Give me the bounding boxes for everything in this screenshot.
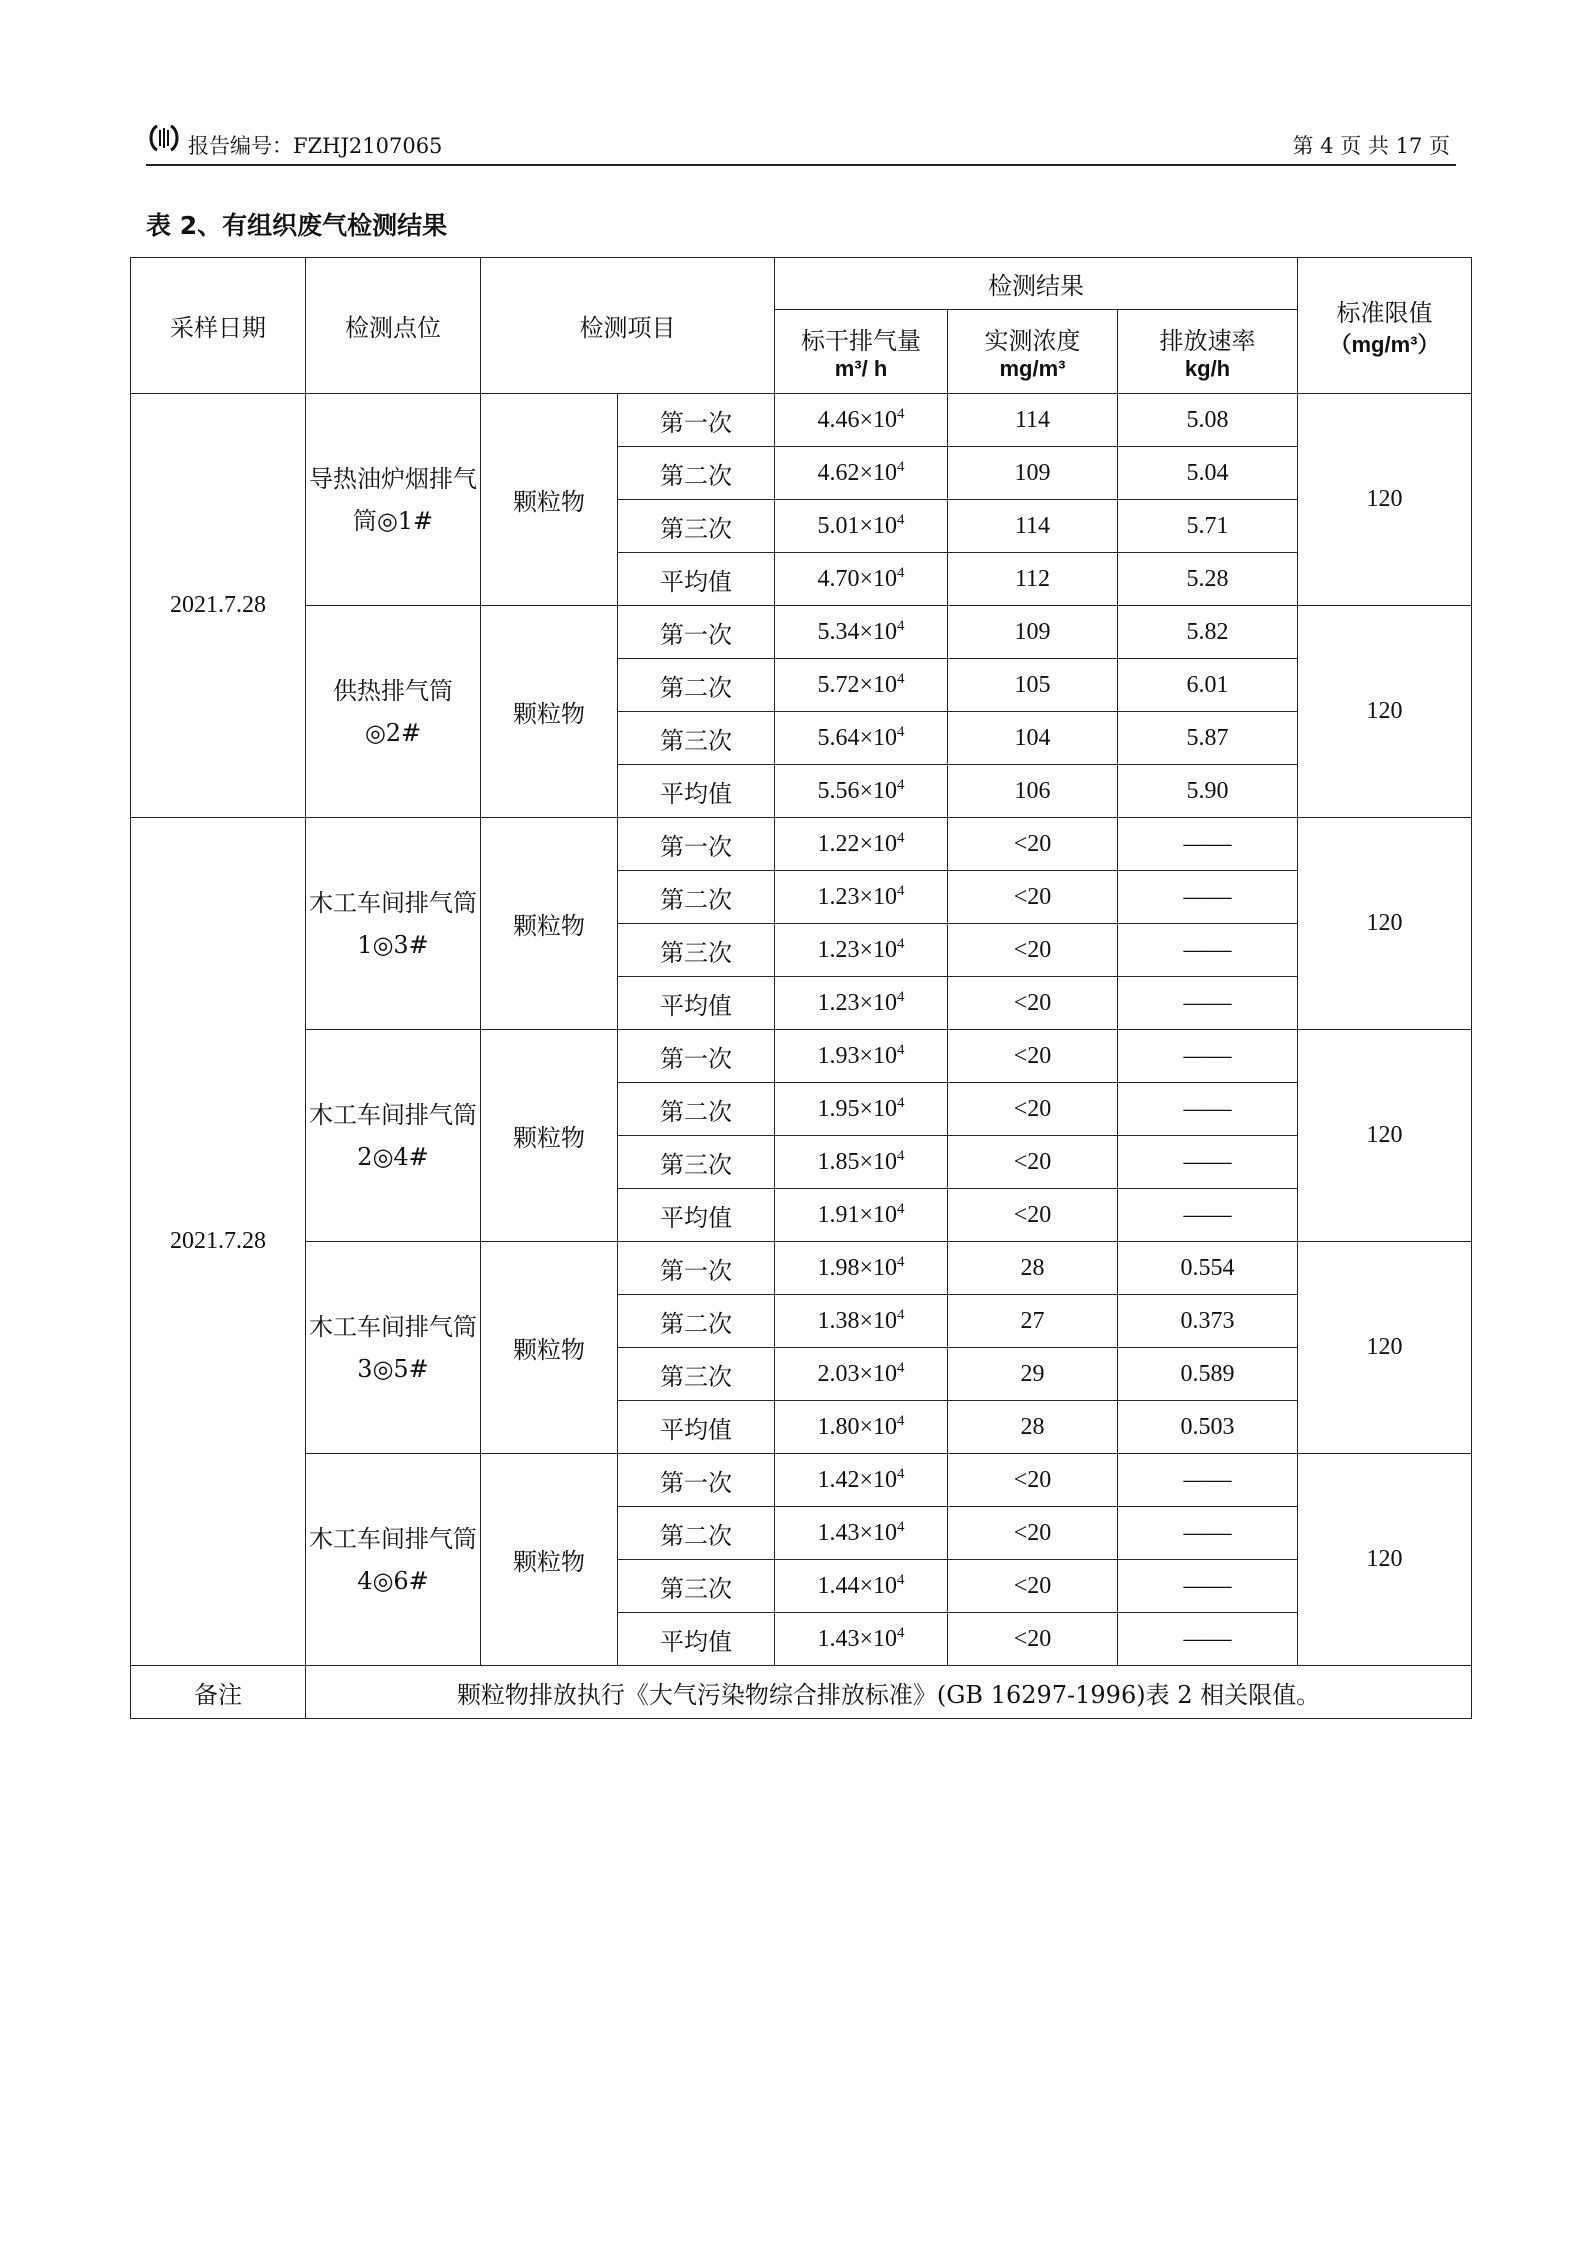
sampling-point: 木工车间排气筒 1◎3# bbox=[306, 818, 481, 1030]
sample-number: 第三次 bbox=[618, 1560, 775, 1613]
sample-number: 第三次 bbox=[618, 924, 775, 977]
flow-unit: m³/ h bbox=[834, 356, 888, 381]
flow-exponent: 4 bbox=[897, 776, 905, 793]
sampling-date: 2021.7.28 bbox=[131, 818, 306, 1666]
limit-unit: （mg/m³） bbox=[1329, 331, 1440, 357]
table-row bbox=[131, 606, 1472, 659]
flow-mantissa: 1.23×10 bbox=[817, 989, 898, 1016]
flow-mantissa: 1.22×10 bbox=[817, 830, 898, 857]
sample-number: 第二次 bbox=[618, 447, 775, 500]
flow-value bbox=[775, 1507, 948, 1560]
flow-exponent: 4 bbox=[897, 1624, 905, 1641]
concentration-value: 28 bbox=[948, 1242, 1118, 1295]
concentration-value: 28 bbox=[948, 1401, 1118, 1454]
sample-number: 第一次 bbox=[618, 606, 775, 659]
flow-value bbox=[775, 924, 948, 977]
concentration-value: 109 bbox=[948, 606, 1118, 659]
flow-exponent: 4 bbox=[897, 1518, 905, 1535]
sampling-date: 2021.7.28 bbox=[131, 394, 306, 818]
flow-mantissa: 5.64×10 bbox=[817, 724, 898, 751]
concentration-value: 105 bbox=[948, 659, 1118, 712]
flow-value bbox=[775, 1083, 948, 1136]
emission-rate-value: 5.04 bbox=[1118, 447, 1298, 500]
emission-rate-value: —— bbox=[1118, 1083, 1298, 1136]
flow-exponent: 4 bbox=[897, 511, 905, 528]
conc-label: 实测浓度 bbox=[984, 327, 1081, 355]
flow-mantissa: 1.95×10 bbox=[817, 1095, 898, 1122]
sample-number: 平均值 bbox=[618, 553, 775, 606]
concentration-value: 106 bbox=[948, 765, 1118, 818]
flow-exponent: 4 bbox=[897, 882, 905, 899]
flow-exponent: 4 bbox=[897, 1147, 905, 1164]
concentration-value: 109 bbox=[948, 447, 1118, 500]
flow-value bbox=[775, 712, 948, 765]
page-header bbox=[146, 118, 1456, 166]
col-header-conc bbox=[948, 310, 1118, 394]
sample-number: 第一次 bbox=[618, 394, 775, 447]
flow-mantissa: 2.03×10 bbox=[817, 1360, 898, 1387]
remark-text: 颗粒物排放执行《大气污染物综合排放标准》(GB 16297-1996)表 2 相关限值。 bbox=[306, 1666, 1472, 1719]
flow-mantissa: 1.85×10 bbox=[817, 1148, 898, 1175]
emission-rate-value: 5.28 bbox=[1118, 553, 1298, 606]
emission-rate-value: 5.82 bbox=[1118, 606, 1298, 659]
flow-value bbox=[775, 1189, 948, 1242]
emission-rate-value: —— bbox=[1118, 1507, 1298, 1560]
report-number: 报告编号：FZHJ2107065 bbox=[188, 134, 443, 158]
flow-value bbox=[775, 606, 948, 659]
emission-rate-value: —— bbox=[1118, 871, 1298, 924]
limit-value: 120 bbox=[1298, 606, 1472, 818]
concentration-value: <20 bbox=[948, 1613, 1118, 1666]
test-item: 颗粒物 bbox=[481, 1454, 618, 1666]
concentration-value: <20 bbox=[948, 871, 1118, 924]
sample-number: 第一次 bbox=[618, 1454, 775, 1507]
conc-unit: mg/m³ bbox=[999, 356, 1066, 381]
flow-mantissa: 1.80×10 bbox=[817, 1413, 898, 1440]
emission-rate-value: —— bbox=[1118, 1560, 1298, 1613]
sample-number: 第三次 bbox=[618, 1136, 775, 1189]
concentration-value: 29 bbox=[948, 1348, 1118, 1401]
flow-value bbox=[775, 1348, 948, 1401]
flow-value bbox=[775, 1560, 948, 1613]
emission-rate-value: 5.08 bbox=[1118, 394, 1298, 447]
flow-exponent: 4 bbox=[897, 1200, 905, 1217]
emission-rate-value: 5.90 bbox=[1118, 765, 1298, 818]
flow-exponent: 4 bbox=[897, 935, 905, 952]
flow-exponent: 4 bbox=[897, 1571, 905, 1588]
flow-mantissa: 4.70×10 bbox=[817, 565, 898, 592]
flow-exponent: 4 bbox=[897, 564, 905, 581]
sample-number: 第三次 bbox=[618, 500, 775, 553]
flow-exponent: 4 bbox=[897, 1094, 905, 1111]
concentration-value: 104 bbox=[948, 712, 1118, 765]
flow-value bbox=[775, 553, 948, 606]
results-table-body bbox=[131, 394, 1472, 1666]
sampling-point: 木工车间排气筒 3◎5# bbox=[306, 1242, 481, 1454]
flow-mantissa: 1.43×10 bbox=[817, 1625, 898, 1652]
flow-value bbox=[775, 500, 948, 553]
flow-mantissa: 5.01×10 bbox=[817, 512, 898, 539]
flow-mantissa: 5.56×10 bbox=[817, 777, 898, 804]
flow-mantissa: 1.91×10 bbox=[817, 1201, 898, 1228]
sample-number: 第二次 bbox=[618, 1507, 775, 1560]
emission-rate-value: —— bbox=[1118, 924, 1298, 977]
remark-row bbox=[131, 1666, 1472, 1719]
table-row bbox=[131, 394, 1472, 447]
flow-value bbox=[775, 1295, 948, 1348]
sampling-point: 木工车间排气筒 4◎6# bbox=[306, 1454, 481, 1666]
concentration-value: <20 bbox=[948, 1560, 1118, 1613]
flow-mantissa: 5.72×10 bbox=[817, 671, 898, 698]
concentration-value: <20 bbox=[948, 977, 1118, 1030]
flow-exponent: 4 bbox=[897, 1041, 905, 1058]
sample-number: 第一次 bbox=[618, 1030, 775, 1083]
flow-mantissa: 4.46×10 bbox=[817, 406, 898, 433]
flow-exponent: 4 bbox=[897, 723, 905, 740]
flow-exponent: 4 bbox=[897, 1465, 905, 1482]
col-header-results: 检测结果 bbox=[775, 258, 1298, 310]
flow-mantissa: 5.34×10 bbox=[817, 618, 898, 645]
sampling-point: 供热排气筒◎2# bbox=[306, 606, 481, 818]
col-header-point: 检测点位 bbox=[306, 258, 481, 394]
concentration-value: <20 bbox=[948, 1507, 1118, 1560]
concentration-value: <20 bbox=[948, 1189, 1118, 1242]
flow-value bbox=[775, 871, 948, 924]
limit-value: 120 bbox=[1298, 1454, 1472, 1666]
emission-rate-value: —— bbox=[1118, 977, 1298, 1030]
flow-mantissa: 1.43×10 bbox=[817, 1519, 898, 1546]
emission-rate-value: 5.87 bbox=[1118, 712, 1298, 765]
flow-exponent: 4 bbox=[897, 829, 905, 846]
test-item: 颗粒物 bbox=[481, 1030, 618, 1242]
limit-value: 120 bbox=[1298, 1242, 1472, 1454]
sample-number: 平均值 bbox=[618, 977, 775, 1030]
concentration-value: <20 bbox=[948, 1030, 1118, 1083]
emission-rate-value: —— bbox=[1118, 1613, 1298, 1666]
emission-rate-value: 6.01 bbox=[1118, 659, 1298, 712]
flow-value bbox=[775, 1401, 948, 1454]
flow-value bbox=[775, 1613, 948, 1666]
col-header-rate bbox=[1118, 310, 1298, 394]
emission-rate-value: —— bbox=[1118, 818, 1298, 871]
sample-number: 第一次 bbox=[618, 1242, 775, 1295]
rate-unit: kg/h bbox=[1184, 356, 1231, 381]
concentration-value: 27 bbox=[948, 1295, 1118, 1348]
sample-number: 第二次 bbox=[618, 1083, 775, 1136]
test-item: 颗粒物 bbox=[481, 1242, 618, 1454]
emission-rate-value: —— bbox=[1118, 1189, 1298, 1242]
sample-number: 平均值 bbox=[618, 1189, 775, 1242]
flow-mantissa: 1.38×10 bbox=[817, 1307, 898, 1334]
test-item: 颗粒物 bbox=[481, 818, 618, 1030]
emission-rate-value: 0.503 bbox=[1118, 1401, 1298, 1454]
col-header-date: 采样日期 bbox=[131, 258, 306, 394]
sampling-point: 导热油炉烟排气筒◎1# bbox=[306, 394, 481, 606]
sample-number: 平均值 bbox=[618, 765, 775, 818]
sampling-point: 木工车间排气筒 2◎4# bbox=[306, 1030, 481, 1242]
emission-rate-value: 0.554 bbox=[1118, 1242, 1298, 1295]
table-row bbox=[131, 818, 1472, 871]
flow-exponent: 4 bbox=[897, 1359, 905, 1376]
flow-exponent: 4 bbox=[897, 670, 905, 687]
col-header-item: 检测项目 bbox=[481, 258, 775, 394]
flow-label: 标干排气量 bbox=[801, 327, 921, 355]
flow-value bbox=[775, 1030, 948, 1083]
flow-mantissa: 1.42×10 bbox=[817, 1466, 898, 1493]
results-table bbox=[130, 257, 1472, 1719]
flow-exponent: 4 bbox=[897, 988, 905, 1005]
flow-value bbox=[775, 977, 948, 1030]
sample-number: 第三次 bbox=[618, 712, 775, 765]
sample-number: 第一次 bbox=[618, 818, 775, 871]
flow-value bbox=[775, 447, 948, 500]
sample-number: 第二次 bbox=[618, 871, 775, 924]
flow-mantissa: 1.98×10 bbox=[817, 1254, 898, 1281]
emission-rate-value: —— bbox=[1118, 1454, 1298, 1507]
flow-exponent: 4 bbox=[897, 458, 905, 475]
flow-mantissa: 4.62×10 bbox=[817, 459, 898, 486]
sample-number: 平均值 bbox=[618, 1401, 775, 1454]
test-item: 颗粒物 bbox=[481, 394, 618, 606]
concentration-value: 114 bbox=[948, 500, 1118, 553]
flow-value bbox=[775, 394, 948, 447]
emission-rate-value: 0.373 bbox=[1118, 1295, 1298, 1348]
page-number: 第 4 页 共 17 页 bbox=[1292, 134, 1450, 158]
table-row bbox=[131, 1030, 1472, 1083]
flow-value bbox=[775, 1242, 948, 1295]
flow-value bbox=[775, 659, 948, 712]
flow-exponent: 4 bbox=[897, 1412, 905, 1429]
emission-rate-value: —— bbox=[1118, 1030, 1298, 1083]
col-header-flow bbox=[775, 310, 948, 394]
concentration-value: <20 bbox=[948, 818, 1118, 871]
remark-label: 备注 bbox=[131, 1666, 306, 1719]
concentration-value: 112 bbox=[948, 553, 1118, 606]
sample-number: 平均值 bbox=[618, 1613, 775, 1666]
sample-number: 第二次 bbox=[618, 1295, 775, 1348]
sample-number: 第二次 bbox=[618, 659, 775, 712]
sample-number: 第三次 bbox=[618, 1348, 775, 1401]
table-row bbox=[131, 1242, 1472, 1295]
flow-exponent: 4 bbox=[897, 617, 905, 634]
concentration-value: 114 bbox=[948, 394, 1118, 447]
limit-value: 120 bbox=[1298, 1030, 1472, 1242]
table-title: 表 2、有组织废气检测结果 bbox=[146, 211, 448, 240]
concentration-value: <20 bbox=[948, 924, 1118, 977]
concentration-value: <20 bbox=[948, 1136, 1118, 1189]
flow-mantissa: 1.93×10 bbox=[817, 1042, 898, 1069]
company-logo-icon bbox=[146, 120, 182, 156]
emission-rate-value: 0.589 bbox=[1118, 1348, 1298, 1401]
limit-value: 120 bbox=[1298, 394, 1472, 606]
emission-rate-value: —— bbox=[1118, 1136, 1298, 1189]
table-row bbox=[131, 1454, 1472, 1507]
flow-mantissa: 1.23×10 bbox=[817, 936, 898, 963]
flow-exponent: 4 bbox=[897, 1306, 905, 1323]
emission-rate-value: 5.71 bbox=[1118, 500, 1298, 553]
flow-value bbox=[775, 765, 948, 818]
flow-value bbox=[775, 1454, 948, 1507]
col-header-limit bbox=[1298, 258, 1472, 394]
flow-exponent: 4 bbox=[897, 405, 905, 422]
flow-value bbox=[775, 1136, 948, 1189]
limit-label: 标准限值 bbox=[1336, 298, 1433, 327]
concentration-value: <20 bbox=[948, 1083, 1118, 1136]
limit-value: 120 bbox=[1298, 818, 1472, 1030]
rate-label: 排放速率 bbox=[1159, 327, 1256, 355]
flow-mantissa: 1.44×10 bbox=[817, 1572, 898, 1599]
test-item: 颗粒物 bbox=[481, 606, 618, 818]
flow-value bbox=[775, 818, 948, 871]
flow-mantissa: 1.23×10 bbox=[817, 883, 898, 910]
flow-exponent: 4 bbox=[897, 1253, 905, 1270]
concentration-value: <20 bbox=[948, 1454, 1118, 1507]
